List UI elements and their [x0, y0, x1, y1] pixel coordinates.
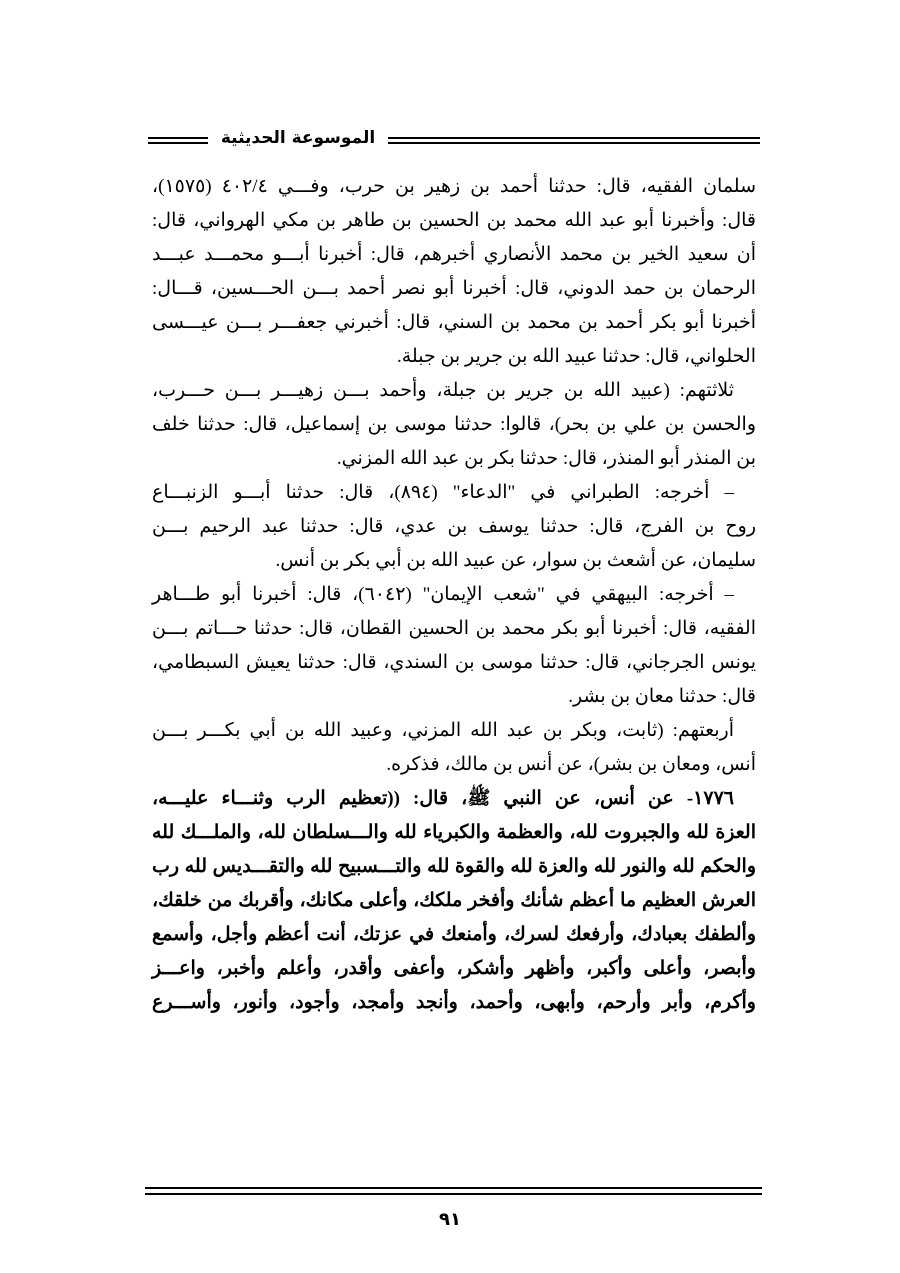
header-rule-right-bottom [388, 142, 760, 144]
hadith-line: وألطفك بعبادك، وأرفعك لسرك، وأمنعك في عزتك، أنت أعظم وأجل، وأسمع [152, 924, 756, 945]
text-line: ثلاثتهم: (عبيد الله بن جرير بن جبلة، وأحمد بـــن زهيـــر بـــن حـــرب، [152, 380, 734, 401]
text-line: أنس، ومعان بن بشر)، عن أنس بن مالك، فذكره. [386, 754, 756, 775]
footer-rule-top [145, 1187, 762, 1189]
text-line: – أخرجه: البيهقي في "شعب الإيمان" (٦٠٤٢)، قال: أخبرنا أبو طـــاهر [152, 584, 735, 605]
hadith-line: ١٧٧٦- عن أنس، عن النبي ﷺ، قال: ((تعظيم الرب وثنـــاء عليـــه، [152, 788, 734, 809]
text-line: أخبرنا أبو بكر أحمد بن محمد بن السني، قال: أخبرني جعفـــر بـــن عيـــسى [152, 312, 756, 333]
hadith-line: وأكرم، وأبر وأرحم، وأبهى، وأحمد، وأنجد وأمجد، وأجود، وأنور، وأســـرع [152, 992, 756, 1013]
header-title: الموسوعة الحديثية [220, 128, 376, 148]
header-rule-right-top [388, 137, 760, 139]
running-header [148, 120, 760, 160]
text-line: قال: وأخبرنا أبو عبد الله محمد بن الحسين بن طاهر بن مكي الهرواني، قال: [152, 210, 756, 231]
page-number: ٩١ [439, 1209, 461, 1230]
text-line: أن سعيد الخير بن محمد الأنصاري أخبرهم، قال: أخبرنا أبـــو محمـــد عبـــد [152, 244, 756, 265]
hadith-line: والحكم لله والنور لله والعزة لله والقوة لله والتـــسبيح لله والتقـــديس لله رب [152, 856, 756, 877]
footer-rule-bottom [145, 1193, 762, 1195]
header-rule-left-bottom [148, 142, 208, 144]
text-line: الرحمان بن حمد الدوني، قال: أخبرنا أبو نصر أحمد بـــن الحـــسين، قـــال: [152, 278, 756, 299]
page-body [152, 170, 756, 1020]
hadith-line: وأبصر، وأعلى وأكبر، وأظهر وأشكر، وأعفى وأقدر، وأعلم وأخبر، واعـــز [152, 958, 756, 979]
text-line: الحلواني، قال: حدثنا عبيد الله بن جرير بن جبلة. [397, 346, 756, 367]
text-line: – أخرجه: الطبراني في "الدعاء" (٨٩٤)، قال: حدثنا أبـــو الزنبـــاع [152, 482, 734, 503]
text-line: قال: حدثنا معان بن بشر. [568, 686, 756, 707]
hadith-line: العرش العظيم ما أعظم شأنك وأفخر ملكك، وأعلى مكانك، وأقربك من خلقك، [152, 890, 756, 911]
text-line: يونس الجرجاني، قال: حدثنا موسى بن السندي، قال: حدثنا يعيش السبطامي، [152, 652, 756, 673]
text-line: أربعتهم: (ثابت، وبكر بن عبد الله المزني، وعبيد الله بن أبي بكـــر بـــن [152, 720, 734, 741]
hadith-line: العزة لله والجبروت لله، والعظمة والكبرياء لله والـــسلطان لله، والملـــك لله [152, 822, 756, 843]
text-line: بن المنذر أبو المنذر، قال: حدثنا بكر بن عبد الله المزني. [336, 448, 756, 469]
text-line: والحسن بن علي بن بحر)، قالوا: حدثنا موسى بن إسماعيل، قال: حدثنا خلف [152, 414, 756, 435]
text-line: روح بن الفرج، قال: حدثنا يوسف بن عدي، قال: حدثنا عبد الرحيم بـــن [152, 516, 756, 537]
text-line: الفقيه، قال: أخبرنا أبو بكر محمد بن الحسين القطان، قال: حدثنا حـــاتم بـــن [152, 618, 756, 639]
text-line: سلمان الفقيه، قال: حدثنا أحمد بن زهير بن حرب، وفـــي ٤٠٢/٤ (١٥٧٥)، [152, 176, 757, 197]
text-line: سليمان، عن أشعث بن سوار، عن عبيد الله بن أبي بكر بن أنس. [275, 550, 756, 571]
header-rule-left-top [148, 137, 208, 139]
